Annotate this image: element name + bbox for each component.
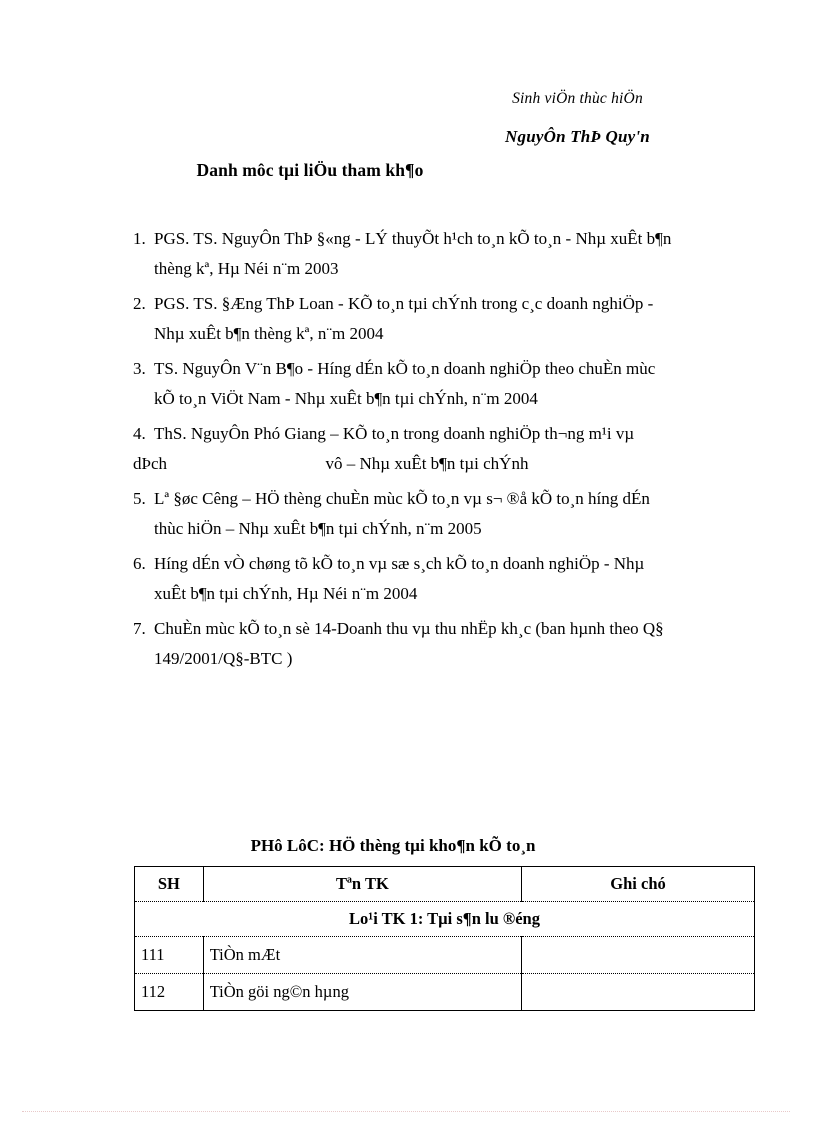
list-item-number: 5. bbox=[133, 489, 146, 508]
list-item-number: 3. bbox=[133, 359, 146, 378]
column-header-ghi-chu: Ghi chó bbox=[522, 867, 755, 902]
cell-account-name: TiÒn mÆt bbox=[203, 937, 521, 974]
list-item-line2: thùc hiÖn – Nhµ xuÊt b¶n tµi chÝnh, n¨m 2005 bbox=[154, 519, 482, 538]
list-item-line1: PGS. TS. §Æng ThÞ Loan - KÕ to¸n tµi chÝnh trong c¸c doanh nghiÖp - bbox=[154, 294, 654, 313]
list-item-continuation bbox=[133, 449, 755, 479]
list-item bbox=[133, 419, 755, 479]
list-item bbox=[133, 614, 755, 674]
list-item-line1: Híng dÉn vÒ chøng tõ kÕ to¸n vµ sæ s¸ch kÕ to¸n doanh nghiÖp - Nhµ bbox=[154, 554, 645, 573]
list-item-number: 4. bbox=[133, 424, 146, 443]
cell-account-code: 111 bbox=[135, 937, 204, 974]
cell-account-note bbox=[522, 937, 755, 974]
list-item-number: 7. bbox=[133, 619, 146, 638]
author-role-label: Sinh viÖn thùc hiÖn bbox=[512, 90, 643, 107]
table-header-row bbox=[135, 867, 755, 902]
table-group-row bbox=[135, 902, 755, 937]
list-item-line2: kÕ to¸n ViÖt Nam - Nhµ xuÊt b¶n tµi chÝnh, n¨m 2004 bbox=[154, 389, 538, 408]
table-row bbox=[135, 974, 755, 1011]
column-header-sh: SH bbox=[135, 867, 204, 902]
list-item-line1: ChuÈn mùc kÕ to¸n sè 14-Doanh thu vµ thu nhËp kh¸c (ban hµnh theo Q§ bbox=[154, 619, 664, 638]
author-name-label: NguyÔn ThÞ Quy'n bbox=[505, 127, 650, 146]
cell-account-name: TiÒn göi ng©n hµng bbox=[203, 974, 521, 1011]
list-item-line1: Lª §øc Cêng – HÖ thèng chuÈn mùc kÕ to¸n vµ s¬ ®å kÕ to¸n híng dÉn bbox=[154, 489, 650, 508]
column-header-ten-tk: Tªn TK bbox=[203, 867, 521, 902]
list-item-cont-right: vô – Nhµ xuÊt b¶n tµi chÝnh bbox=[325, 454, 529, 473]
list-item-number: 2. bbox=[133, 294, 146, 313]
account-system-table bbox=[134, 866, 755, 1011]
list-item-number: 6. bbox=[133, 554, 146, 573]
list-item bbox=[133, 354, 755, 414]
list-item-line1: ThS. NguyÔn Phó Giang – KÕ to¸n trong doanh nghiÖp th¬ng m¹i vµ bbox=[154, 424, 635, 443]
appendix-title: PHô LôC: HÖ thèng tµi kho¶n kÕ to¸n bbox=[250, 836, 536, 855]
cell-account-note bbox=[522, 974, 755, 1011]
list-item bbox=[133, 289, 755, 349]
list-item-line2: Nhµ xuÊt b¶n thèng kª, n¨m 2004 bbox=[154, 324, 384, 343]
page-title: Danh môc tµi liÖu tham kh¶o bbox=[196, 160, 424, 180]
table-group-label: Lo¹i TK 1: Tµi s¶n lu ®éng bbox=[135, 902, 755, 937]
list-item-line2: 149/2001/Q§-BTC ) bbox=[154, 649, 293, 668]
cell-account-code: 112 bbox=[135, 974, 204, 1011]
list-item-line1: TS. NguyÔn V¨n B¶o - Híng dÉn kÕ to¸n doanh nghiÖp theo chuÈn mùc bbox=[154, 359, 656, 378]
list-item-cont-left: dÞch bbox=[133, 454, 167, 473]
list-item-line2: thèng kª, Hµ Néi n¨m 2003 bbox=[154, 259, 339, 278]
table-row bbox=[135, 937, 755, 974]
reference-list bbox=[133, 224, 755, 679]
list-item bbox=[133, 549, 755, 609]
list-item-line2: xuÊt b¶n tµi chÝnh, Hµ Néi n¨m 2004 bbox=[154, 584, 418, 603]
list-item bbox=[133, 224, 755, 284]
list-item bbox=[133, 484, 755, 544]
list-item-number: 1. bbox=[133, 229, 146, 248]
page-bottom-rule bbox=[22, 1111, 790, 1112]
list-item-line1: PGS. TS. NguyÔn ThÞ §«ng - LÝ thuyÕt h¹ch to¸n kÕ to¸n - Nhµ xuÊt b¶n bbox=[154, 229, 672, 248]
